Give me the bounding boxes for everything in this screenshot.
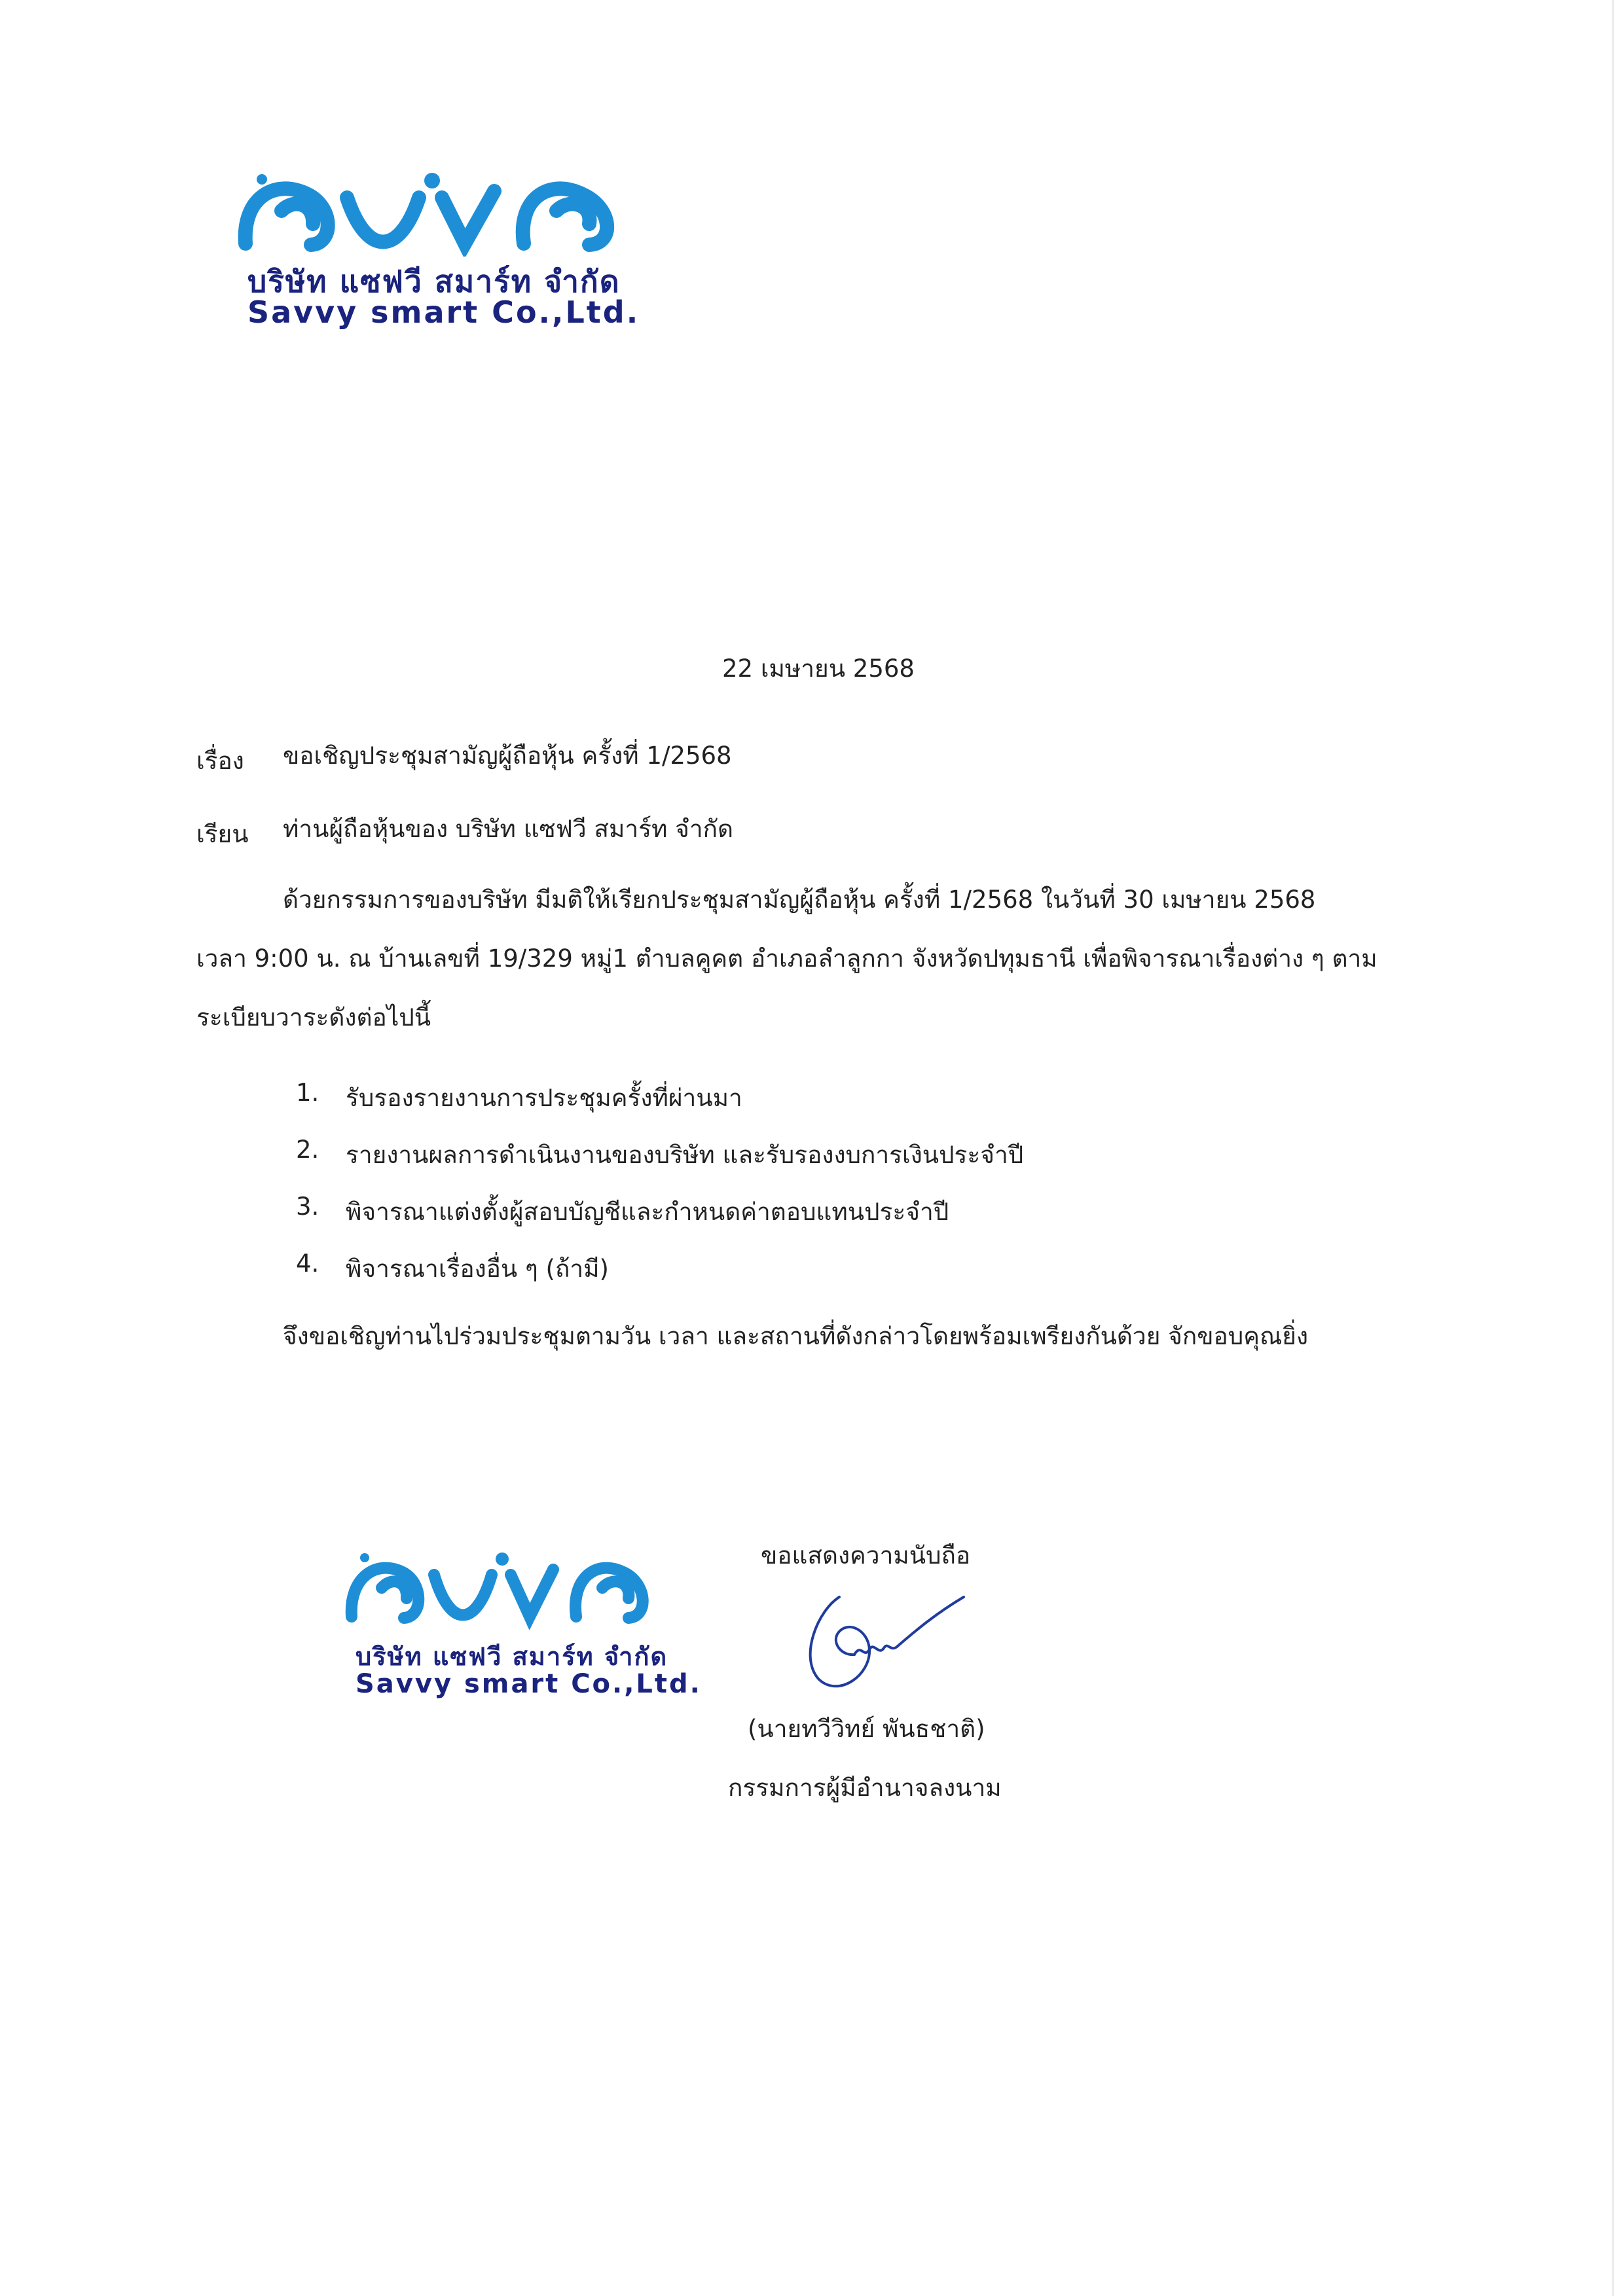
agenda-item-number: 1.: [296, 1079, 319, 1107]
company-name-en: Savvy smart Co.,Ltd.: [247, 295, 640, 330]
subject-text: ขอเชิญประชุมสามัญผู้ถือหุ้น ครั้งที่ 1/2568: [283, 742, 732, 770]
body-line-1: ด้วยกรรมการของบริษัท มีมติให้เรียกประชุมสามัญผู้ถือหุ้น ครั้งที่ 1/2568 ในวันที่ 30 เมษายน 2568: [283, 886, 1316, 914]
agenda-item-number: 4.: [296, 1249, 319, 1278]
logo-mark: [236, 171, 661, 257]
agenda-item-number: 2.: [296, 1136, 319, 1164]
page-edge: [1612, 0, 1614, 2296]
subject-label: เรื่อง: [196, 747, 244, 775]
company-stamp: [344, 1551, 702, 1715]
agenda-item-number: 3.: [296, 1193, 319, 1221]
signer-title: กรรมการผู้มีอำนาจลงนาม: [728, 1774, 1002, 1802]
stamp-logo-mark: [344, 1551, 684, 1630]
signer-name: (นายทวีวิทย์ พันธชาติ): [748, 1715, 985, 1743]
company-logo: [236, 171, 661, 335]
stamp-name-th: บริษัท แซฟวี สมาร์ท จำกัด: [356, 1642, 668, 1671]
to-text: ท่านผู้ถือหุ้นของ บริษัท แซฟวี สมาร์ท จำกัด: [283, 815, 734, 843]
agenda-item-text: พิจารณาแต่งตั้งผู้สอบบัญชีและกำหนดค่าตอบแทนประจำปี: [346, 1198, 949, 1226]
to-label: เรียน: [196, 820, 249, 848]
signature-scribble: [792, 1584, 976, 1702]
stamp-name-en: Savvy smart Co.,Ltd.: [356, 1669, 702, 1699]
letter-date: 22 เมษายน 2568: [722, 655, 915, 683]
body-line-3: ระเบียบวาระดังต่อไปนี้: [196, 1003, 431, 1031]
regards-line: ขอแสดงความนับถือ: [761, 1541, 971, 1570]
closing-line: จึงขอเชิญท่านไปร่วมประชุมตามวัน เวลา และสถานที่ดังกล่าวโดยพร้อมเพรียงกันด้วย จักขอบคุณยิ่ง: [283, 1322, 1309, 1350]
body-line-2: เวลา 9:00 น. ณ บ้านเลขที่ 19/329 หมู่1 ตำบลคูคต อำเภอลำลูกกา จังหวัดปทุมธานี เพื่อพิจารณาเรื่องต่าง ๆ ตาม: [196, 944, 1377, 973]
company-name-th: บริษัท แซฟวี สมาร์ท จำกัด: [247, 264, 621, 299]
agenda-item-text: พิจารณาเรื่องอื่น ๆ (ถ้ามี): [346, 1255, 609, 1283]
handwritten-signature: [792, 1584, 976, 1702]
agenda-item-text: รับรองรายงานการประชุมครั้งที่ผ่านมา: [346, 1084, 742, 1112]
agenda-item-text: รายงานผลการดำเนินงานของบริษัท และรับรองงบการเงินประจำปี: [346, 1141, 1024, 1169]
